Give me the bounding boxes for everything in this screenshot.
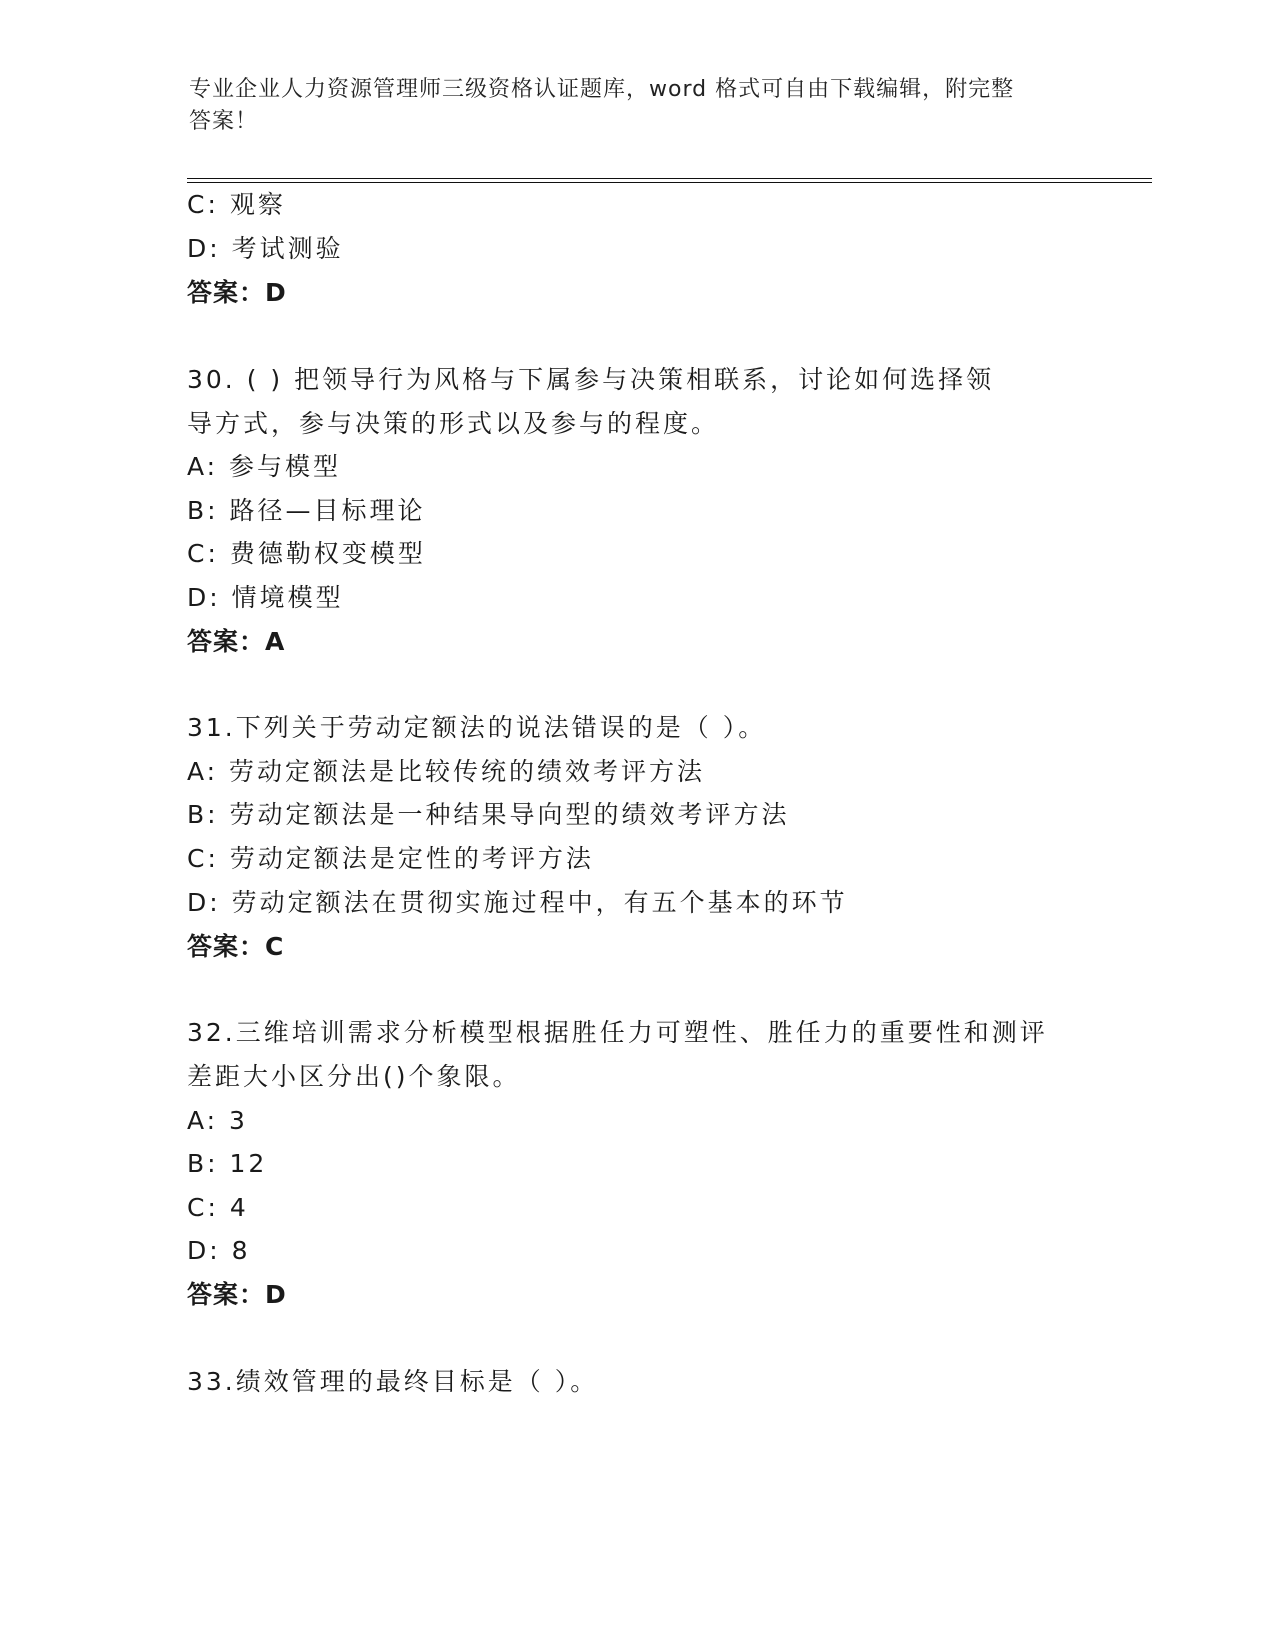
question-stem-32: 32.三维培训需求分析模型根据胜任力可塑性、胜任力的重要性和测评 — [187, 1018, 1048, 1047]
header-divider-top — [187, 178, 1152, 179]
option-d: D: 考试测验 — [187, 234, 344, 263]
option-b: B: 劳动定额法是一种结果导向型的绩效考评方法 — [187, 800, 790, 829]
option-c: C: 劳动定额法是定性的考评方法 — [187, 844, 594, 873]
header-line-1: 专业企业人力资源管理师三级资格认证题库，word 格式可自由下载编辑，附完整 — [189, 77, 1015, 102]
answer-line: 答案：D — [187, 1280, 287, 1309]
answer-line: 答案：C — [187, 932, 285, 961]
option-d: D: 劳动定额法在贯彻实施过程中，有五个基本的环节 — [187, 888, 848, 917]
document-header — [189, 74, 1069, 138]
option-c: C: 观察 — [187, 190, 286, 219]
header-line-2: 答案！ — [189, 109, 259, 134]
option-a: A: 劳动定额法是比较传统的绩效考评方法 — [187, 757, 706, 786]
option-d: D: 8 — [187, 1236, 251, 1265]
question-stem-30-cont: 导方式，参与决策的形式以及参与的程度。 — [187, 409, 720, 438]
option-c: C: 费德勒权变模型 — [187, 539, 426, 568]
option-b: B: 路径—目标理论 — [187, 496, 426, 525]
option-a: A: 参与模型 — [187, 452, 342, 481]
question-stem-30: 30. ( ) 把领导行为风格与下属参与决策相联系，讨论如何选择领 — [187, 365, 995, 394]
question-stem-33: 33.绩效管理的最终目标是（ ）。 — [187, 1367, 599, 1396]
option-b: B: 12 — [187, 1149, 268, 1178]
answer-line: 答案：D — [187, 278, 287, 307]
answer-line: 答案：A — [187, 627, 286, 656]
option-d: D: 情境模型 — [187, 583, 344, 612]
header-divider-bottom — [187, 182, 1152, 183]
question-stem-31: 31.下列关于劳动定额法的说法错误的是（ ）。 — [187, 713, 767, 742]
question-stem-32-cont: 差距大小区分出()个象限。 — [187, 1062, 521, 1091]
option-a: A: 3 — [187, 1106, 248, 1135]
option-c: C: 4 — [187, 1193, 249, 1222]
